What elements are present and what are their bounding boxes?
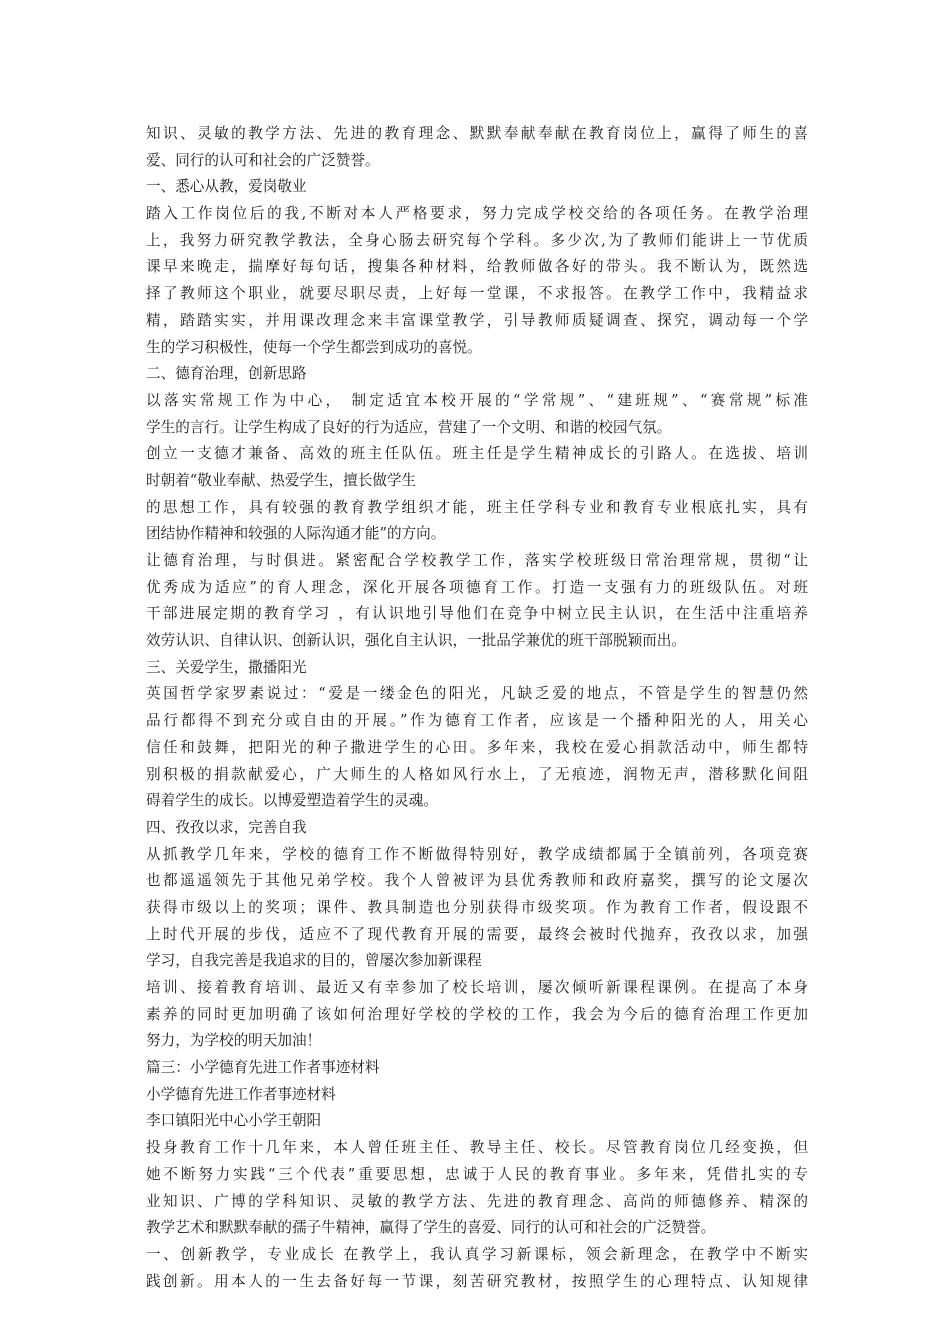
text-line: 投身教育工作十几年来，本人曾任班主任、教导主任、校长。尽管教育岗位几经变换，但 xyxy=(146,1139,808,1157)
text-line: 从抓教学几年来，学校的德育工作不断做得特别好，教学成绩都属于全镇前列，各项竞赛 xyxy=(146,845,808,863)
text-line: 篇三：小学德育先进工作者事迹材料 xyxy=(146,1059,380,1077)
document-body xyxy=(146,121,808,1295)
text-line: 上，我努力研究教学教法，全身心肠去研究每个学科。多少次,为了教师们能讲上一节优质 xyxy=(146,231,808,249)
text-line: 学生的言行。让学生构成了良好的行为适应，营建了一个文明、和谐的校园气氛。 xyxy=(146,418,672,436)
text-line: 择了教师这个职业，就要尽职尽责，上好每一堂课，不求报答。在教学工作中，我精益求 xyxy=(146,285,808,303)
text-line: 培训、接着教育培训、最近又有幸参加了校长培训，屡次倾听新课程课例。在提高了本身 xyxy=(146,979,808,996)
text-line: 三、关爱学生，撒播阳光 xyxy=(146,658,307,676)
text-line: 素养的同时更加明确了该如何治理好学校的学校的工作，我会为今后的德育治理工作更加 xyxy=(146,1005,808,1023)
text-line: 四、孜孜以求，完善自我 xyxy=(146,818,307,836)
text-line: 精，踏踏实实，并用课改理念来丰富课堂教学，引导教师质疑调查、探究，调动每一个学 xyxy=(146,311,808,329)
text-line: 知识、灵敏的教学方法、先进的教育理念、默默奉献奉献在教育岗位上，赢得了师生的喜 xyxy=(146,125,808,142)
text-line: 她不断努力实践“三个代表”重要思想，忠诚于人民的教育事业。多年来，凭借扎实的专 xyxy=(146,1165,808,1183)
text-line: 一、创新教学，专业成长 在教学上，我认真学习新课标，领会新理念，在教学中不断实 xyxy=(146,1245,808,1263)
text-line: 爱、同行的认可和社会的广泛赞誉。 xyxy=(146,151,380,169)
text-line: 让德育治理，与时俱进。紧密配合学校教学工作，落实学校班级日常治理常规，贯彻“让 xyxy=(146,552,808,569)
text-line: 效劳认识、自律认识、创新认识，强化自主认识，一批品学兼优的班干部脱颖而出。 xyxy=(146,632,686,650)
text-line: 一、悉心从教，爱岗敬业 xyxy=(146,178,307,196)
text-line: 信任和鼓舞，把阳光的种子撒进学生的心田。多年来，我校在爱心捐款活动中，师生都特 xyxy=(146,738,808,756)
text-line: 优秀成为适应”的育人理念，深化开展各项德育工作。打造一支强有力的班级队伍。对班 xyxy=(146,578,808,596)
text-line: 业知识、广博的学科知识、灵敏的教学方法、先进的教育理念、高尚的师德修养、精深的 xyxy=(146,1192,808,1210)
text-line: 李口镇阳光中心小学王朝阳 xyxy=(146,1112,322,1130)
text-line: 上时代开展的步伐，适应不了现代教育开展的需要，最终会被时代抛弃，孜孜以求，加强 xyxy=(146,925,808,943)
text-line: 干部进展定期的教育学习 ，有认识地引导他们在竞争中树立民主认识，在生活中注重培养 xyxy=(146,605,808,623)
text-line: 踏入工作岗位后的我,不断对本人严格要求，努力完成学校交给的各项任务。在教学治理 xyxy=(146,205,808,223)
text-line: 践创新。用本人的一生去备好每一节课，刻苦研究教材，按照学生的心理特点、认知规律 xyxy=(146,1272,808,1290)
text-line: 小学德育先进工作者事迹材料 xyxy=(146,1085,336,1103)
text-line: 创立一支德才兼备、高效的班主任队伍。班主任是学生精神成长的引路人。在选拔、培训 xyxy=(146,445,808,463)
text-line: 品行都得不到充分或自由的开展。”作为德育工作者，应该是一个播种阳光的人，用关心 xyxy=(146,712,808,730)
text-line: 获得市级以上的奖项；课件、教具制造也分别获得市级奖项。作为教育工作者，假设跟不 xyxy=(146,898,808,916)
text-line: 以落实常规工作为中心， 制定适宜本校开展的“学常规”、“建班规”、“赛常规”标准 xyxy=(146,391,808,409)
text-line: 努力，为学校的明天加油！ xyxy=(146,1032,322,1050)
text-line: 生的学习积极性，使每一个学生都尝到成功的喜悦。 xyxy=(146,338,482,356)
text-line: 英国哲学家罗素说过：“爱是一缕金色的阳光，凡缺乏爱的地点，不管是学生的智慧仍然 xyxy=(146,685,808,703)
text-line: 二、德育治理，创新思路 xyxy=(146,365,307,383)
text-line: 别积极的捐款献爱心，广大师生的人格如风行水上，了无痕迹，润物无声，潜移默化间阻 xyxy=(146,765,808,783)
text-line: 时朝着“敬业奉献、热爱学生，擅长做学生 xyxy=(146,471,417,489)
text-line: 课早来晚走，揣摩好每句话，搜集各种材料，给教师做各好的带头。我不断认为，既然选 xyxy=(146,258,808,276)
text-line: 的思想工作，具有较强的教育教学组织才能，班主任学科专业和教育专业根底扎实，具有 xyxy=(146,498,808,516)
text-line: 碍着学生的成长。以博爱塑造着学生的灵魂。 xyxy=(146,792,438,810)
text-line: 学习，自我完善是我追求的目的，曾屡次参加新课程 xyxy=(146,952,482,970)
text-line: 教学艺术和默默奉献的孺子牛精神，赢得了学生的喜爱、同行的认可和社会的广泛赞誉。 xyxy=(146,1219,716,1237)
text-line: 也都遥遥领先于其他兄弟学校。我个人曾被评为县优秀教师和政府嘉奖，撰写的论文屡次 xyxy=(146,872,808,890)
text-line: 团结协作精神和较强的人际沟通才能”的方向。 xyxy=(146,525,446,543)
